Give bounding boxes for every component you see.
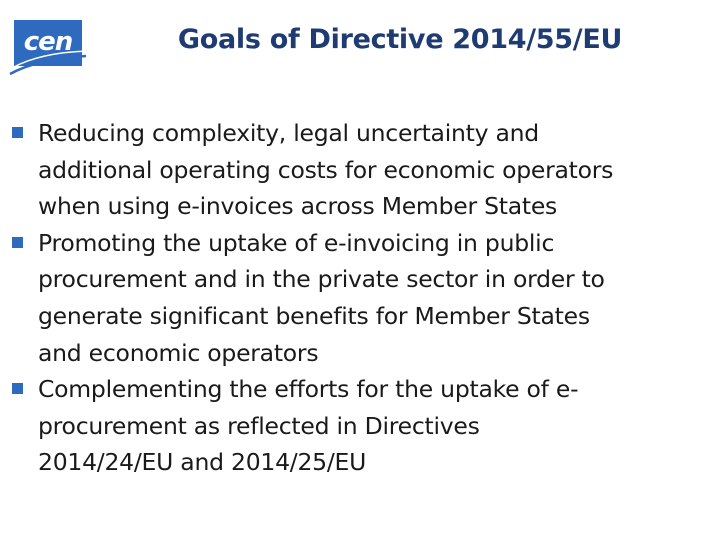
cen-logo <box>8 18 90 76</box>
bullet-line: Complementing the efforts for the uptake of e- <box>38 375 579 404</box>
slide-title: Goals of Directive 2014/55/EU <box>177 24 623 55</box>
bullet-line: Promoting the uptake of e-invoicing in public <box>38 228 555 257</box>
bullet-item <box>12 225 702 371</box>
bullet-line: when using e-invoices across Member States <box>38 192 558 221</box>
cen-logo-icon <box>8 18 90 76</box>
bullet-line: 2014/24/EU and 2014/25/EU <box>38 448 367 477</box>
bullet-line: procurement as reflected in Directives <box>38 411 480 440</box>
logo-text: cen <box>23 27 73 57</box>
bullet-line: Reducing complexity, legal uncertainty and <box>38 119 539 147</box>
bullet-line: additional operating costs for economic operators <box>38 155 614 184</box>
bullet-line: procurement and in the private sector in order to <box>38 265 605 294</box>
bullet-line: and economic operators <box>38 338 319 367</box>
bullet-item <box>12 115 702 225</box>
square-bullet-icon <box>12 237 23 248</box>
bullet-item <box>12 371 702 481</box>
bullet-line: generate significant benefits for Member States <box>38 301 590 330</box>
square-bullet-icon <box>12 127 23 138</box>
square-bullet-icon <box>12 383 23 394</box>
bullet-list <box>12 115 702 481</box>
